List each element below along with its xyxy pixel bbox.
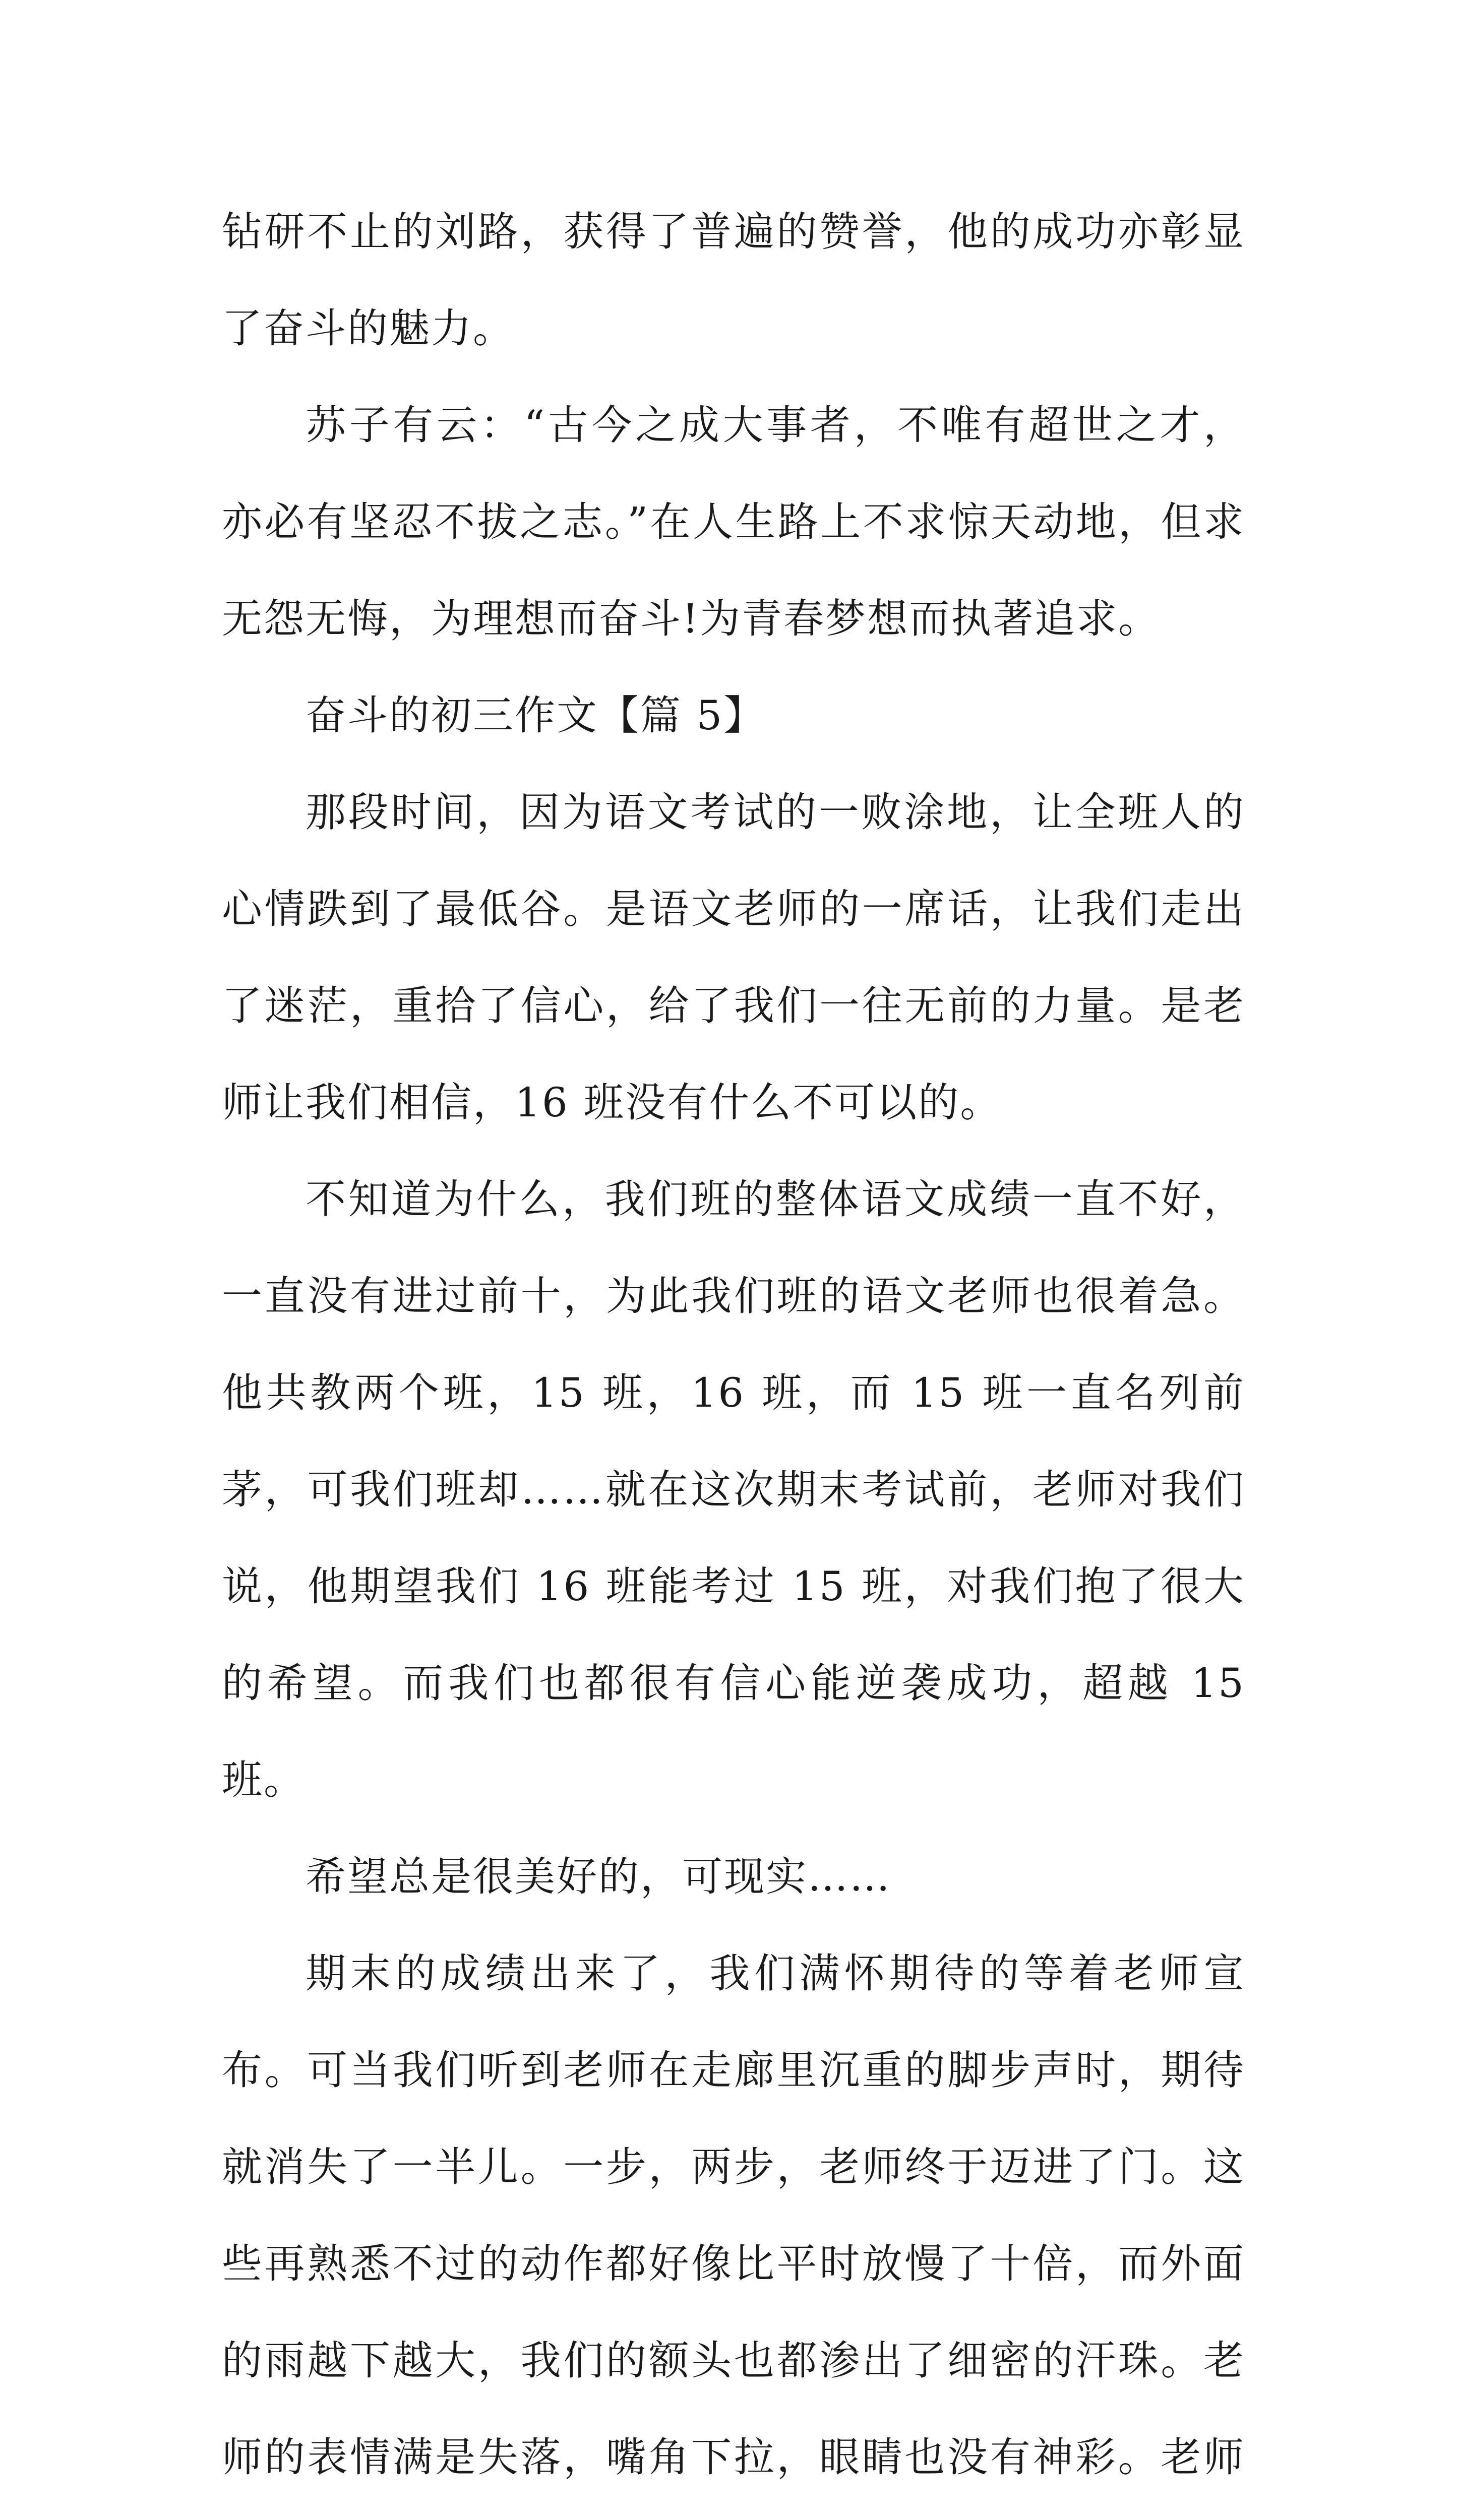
document-body (222, 183, 1245, 2520)
section-heading: 奋斗的初三作文【篇 5】 (306, 692, 766, 739)
paragraph: 那段时间，因为语文考试的一败涂地，让全班人的心情跌到了最低谷。是语文老师的一席话，让我们走出了迷茫，重拾了信心，给了我们一往无前的力量。是老师让我们相信，16 班没有什么不可以的。 (222, 789, 1245, 1126)
paragraph: 不知道为什么，我们班的整体语文成绩一直不好，一直没有进过前十，为此我们班的语文老师也很着急。他共教两个班，15 班，16 班，而 15 班一直名列前茅，可我们班却……就在这次期末考试前，老师对我们说，他期望我们 16 班能考过 15 班，对我们抱了很大的希望。而我们也都很有信心能逆袭成功，超越 15 班。 (222, 1176, 1245, 1803)
paragraph-continuation: 钻研不止的刘路，获得了普遍的赞誉，他的成功亦彰显了奋斗的魅力。 (222, 208, 1245, 352)
paragraph: 期末的成绩出来了，我们满怀期待的等着老师宣布。可当我们听到老师在走廊里沉重的脚步声时，期待就消失了一半儿。一步，两步，老师终于迈进了门。这些再熟悉不过的动作都好像比平时放慢了十倍，而外面的雨越下越大，我们的额头也都渗出了细密的汗珠。老师的表情满是失落，嘴角下拉，眼睛也没有神彩。老师 (222, 1950, 1245, 2481)
paragraph-quote: 苏子有云：“古今之成大事者，不唯有超世之才，亦必有坚忍不拔之志。”在人生路上不求惊天动地，但求无怨无悔，为理想而奋斗!为青春梦想而执著追求。 (222, 402, 1245, 642)
paragraph: 希望总是很美好的，可现实…… (306, 1853, 891, 1900)
